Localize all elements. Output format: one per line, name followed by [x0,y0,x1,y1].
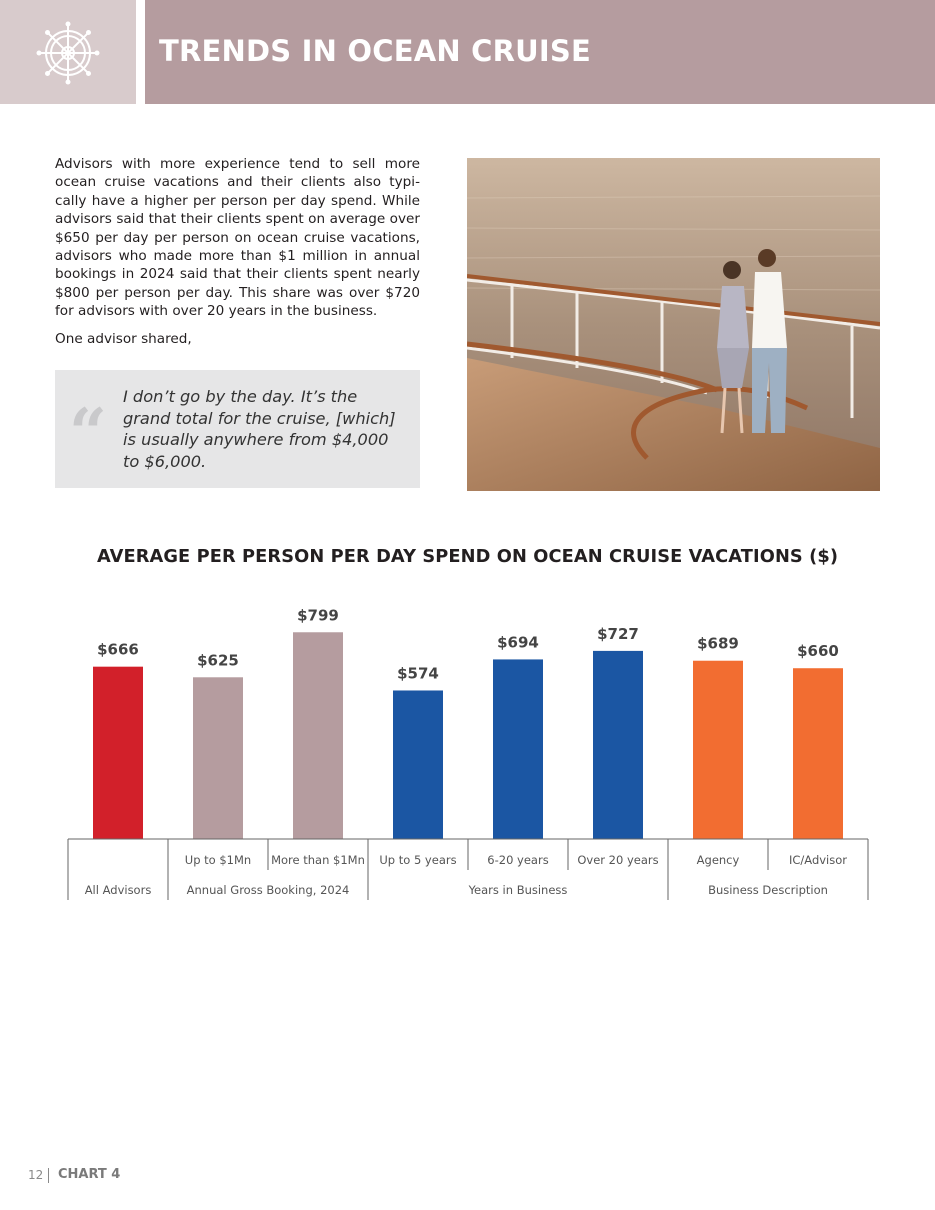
bar [493,659,543,839]
bar [593,651,643,839]
data-label: $574 [397,664,439,683]
footer-divider [48,1168,49,1183]
intro-text [55,155,420,357]
data-label: $660 [797,642,839,661]
data-label: $666 [97,640,139,659]
category-label: Over 20 years [577,853,659,867]
bar [93,667,143,839]
quote-text: I don’t go by the day. It’s the grand total for the cruise, [which] is usually anywhere from $4,000 to $6,000. [123,387,396,471]
group-label: Annual Gross Booking, 2024 [186,883,350,897]
bar [793,668,843,839]
category-label: Up to 5 years [379,853,457,867]
cruise-photo [467,158,880,491]
header-icon-box [0,0,136,104]
data-label: $799 [297,606,339,625]
chart-title: AVERAGE PER PERSON PER DAY SPEND ON OCEAN CRUISE VACATIONS ($) [96,546,839,567]
footer-label: CHART 4 [58,1167,121,1182]
bar [393,690,443,839]
intro-paragraph-1: Advisors with more experience tend to sell more ocean cruise vacations and their clients also typi-cally have a higher per person per day spend. While advisors said that their clients spent on average over $650 per day per person on ocean cruise vacations, advisors who made more than $1 million in annual bookings in 2024 said that their clients spent nearly $800 per person per day. This share was over $720 for advisors with over 20 years in the business. [55,156,420,320]
ship-wheel-icon [36,21,100,85]
page-title: TRENDS IN OCEAN CRUISE [159,34,592,68]
data-label: $689 [697,634,739,653]
header-bar [145,0,935,104]
quote-mark-icon: “ [69,394,107,472]
category-label: 6-20 years [487,853,549,867]
group-label: Years in Business [468,883,568,897]
bar [693,661,743,839]
data-label: $694 [497,633,539,652]
bar [193,677,243,839]
group-label: All Advisors [84,883,152,897]
group-label: Business Description [708,883,828,897]
quote-box [55,370,420,488]
intro-paragraph-2: One advisor shared, [55,330,192,347]
category-label: IC/Advisor [788,853,848,867]
category-label: Up to $1Mn [184,853,252,867]
page-number: 12 [28,1168,44,1182]
category-label: Agency [696,853,740,867]
data-label: $625 [197,651,239,670]
data-label: $727 [597,624,639,643]
bar [293,632,343,839]
category-label: More than $1Mn [271,853,365,867]
bar-chart [0,590,935,910]
